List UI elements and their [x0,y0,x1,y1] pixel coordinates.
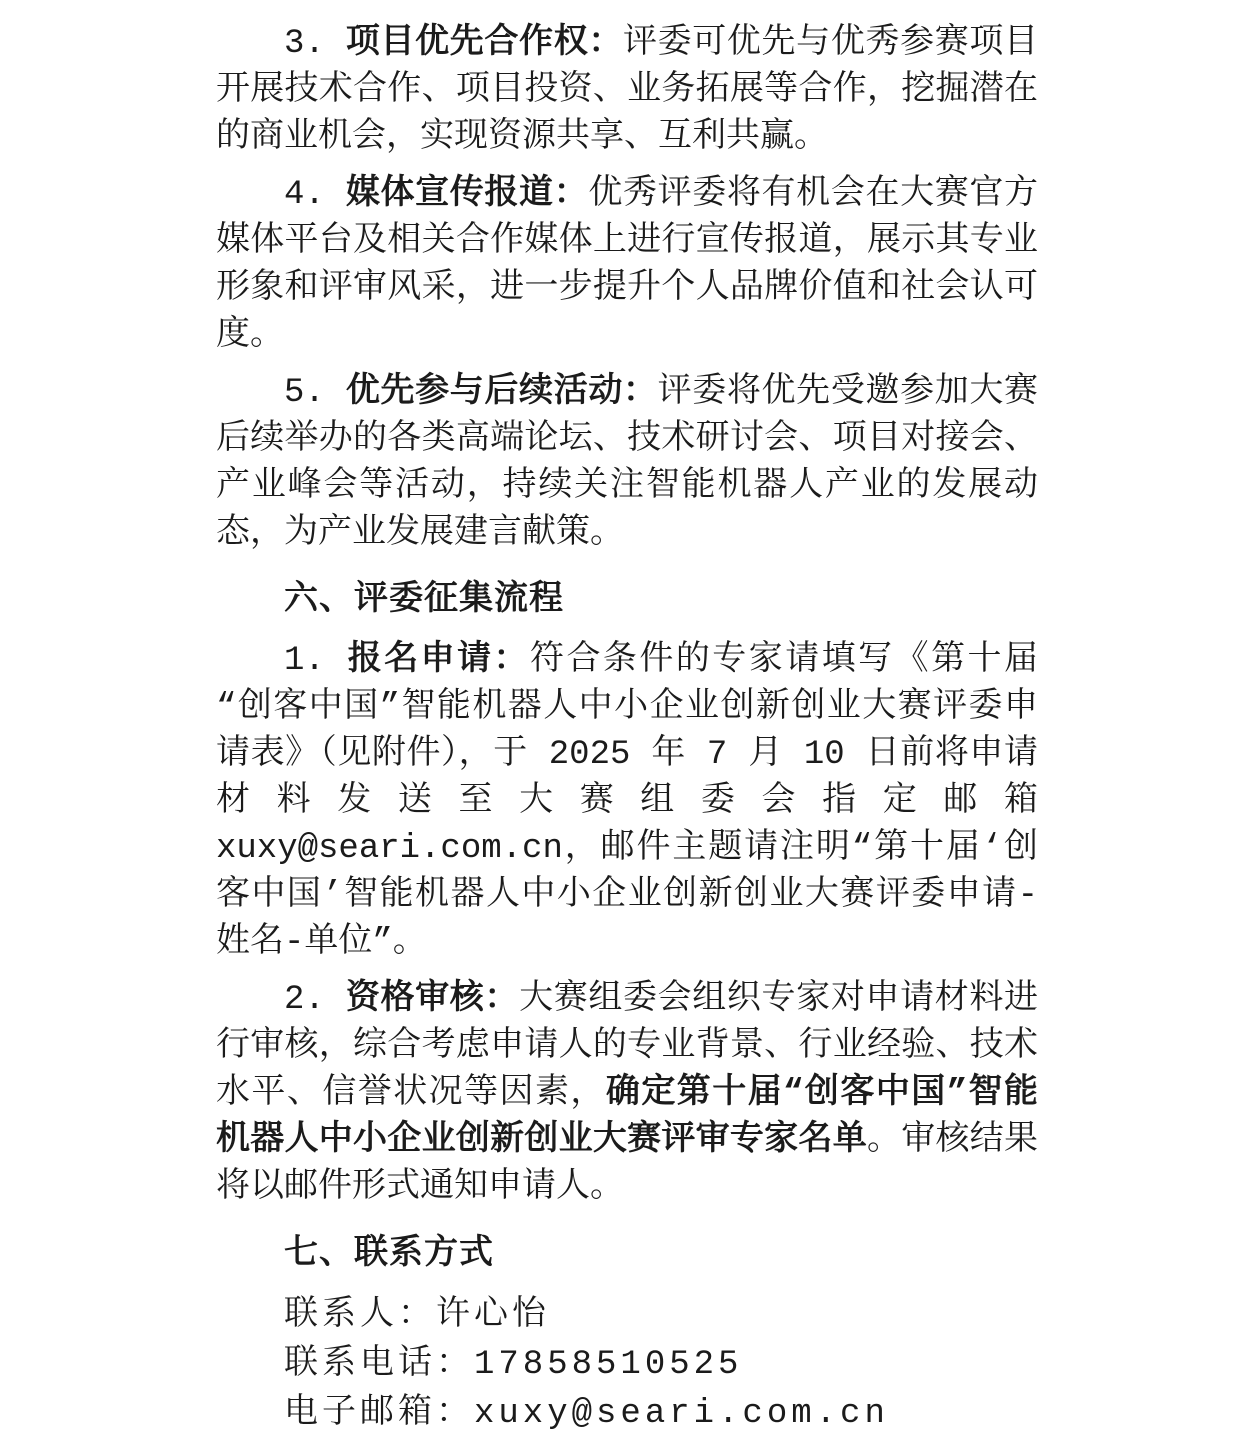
benefit-item-4-text: 优秀评委将有机会在大赛官方媒体平台及相关合作媒体上进行宣传报道，展示其专业形象和评审风采，进一步提升个人品牌价值和社会认可度。 [216,176,1039,355]
benefit-item-3 [216,21,1038,162]
process-item-2-text-a: 大赛组委会组织专家对申请材料进行审核，综合考虑申请人的专业背景、行业经验、技术水平、信誉状况等因素， [216,981,1039,1113]
process-item-1-number: 1. [284,642,348,680]
contact-person-value: 许心怡 [436,1297,550,1335]
contact-person-label: 联系人： [284,1297,436,1335]
benefit-item-5 [216,370,1038,558]
benefit-item-5-number: 5. [284,374,346,412]
contact-email-line [216,1390,1038,1439]
process-item-2 [216,977,1038,1212]
section-heading-process: 六、评委征集流程 [284,579,564,617]
contact-phone-line [216,1341,1038,1390]
benefit-item-4-number: 4. [284,176,346,214]
contact-email-value: xuxy@seari.com.cn [474,1395,889,1433]
process-item-1-title: 报名申请： [347,642,530,680]
section-heading-contact: 七、联系方式 [284,1233,494,1271]
contact-phone-value: 17858510525 [474,1346,743,1384]
benefit-item-4 [216,172,1038,360]
benefit-item-5-text: 评委将优先受邀参加大赛后续举办的各类高端论坛、技术研讨会、项目对接会、产业峰会等活动，持续关注智能机器人产业的发展动态，为产业发展建言献策。 [216,374,1039,553]
process-item-1-text: 符合条件的专家请填写《第十届“创客中国”智能机器人中小企业创新创业大赛评委申请表》（见附件），于 2025 年 7 月 10 日前将申请材料发送至大赛组委会指定邮箱 xuxy@seari.com.cn，邮件主题请注明“第十届‘创客中国’智能机器人中小企业创新创业大赛评委申请-姓名-单位”。 [216,642,1039,962]
process-item-2-number: 2. [284,981,346,1019]
contact-email-label: 电子邮箱： [284,1395,474,1433]
process-item-2-title: 资格审核： [345,981,520,1019]
benefit-item-4-title: 媒体宣传报道： [345,176,589,214]
benefit-item-3-text: 评委可优先与优秀参赛项目开展技术合作、项目投资、业务拓展等合作，挖掘潜在的商业机会，实现资源共享、互利共赢。 [216,25,1039,157]
contact-phone-label: 联系电话： [284,1346,474,1384]
process-item-1 [216,638,1038,967]
benefit-item-5-title: 优先参与后续活动： [345,374,658,412]
process-item-2-emphasis: 确定第十届“创客中国”智能机器人中小企业创新创业大赛评审专家名单 [216,1075,1038,1160]
process-item-2-text-b: 。审核结果将以邮件形式通知申请人。 [216,1122,1039,1207]
contact-person-line [216,1292,1038,1341]
benefit-item-3-number: 3. [284,25,346,63]
benefit-item-3-title: 项目优先合作权： [345,25,623,63]
